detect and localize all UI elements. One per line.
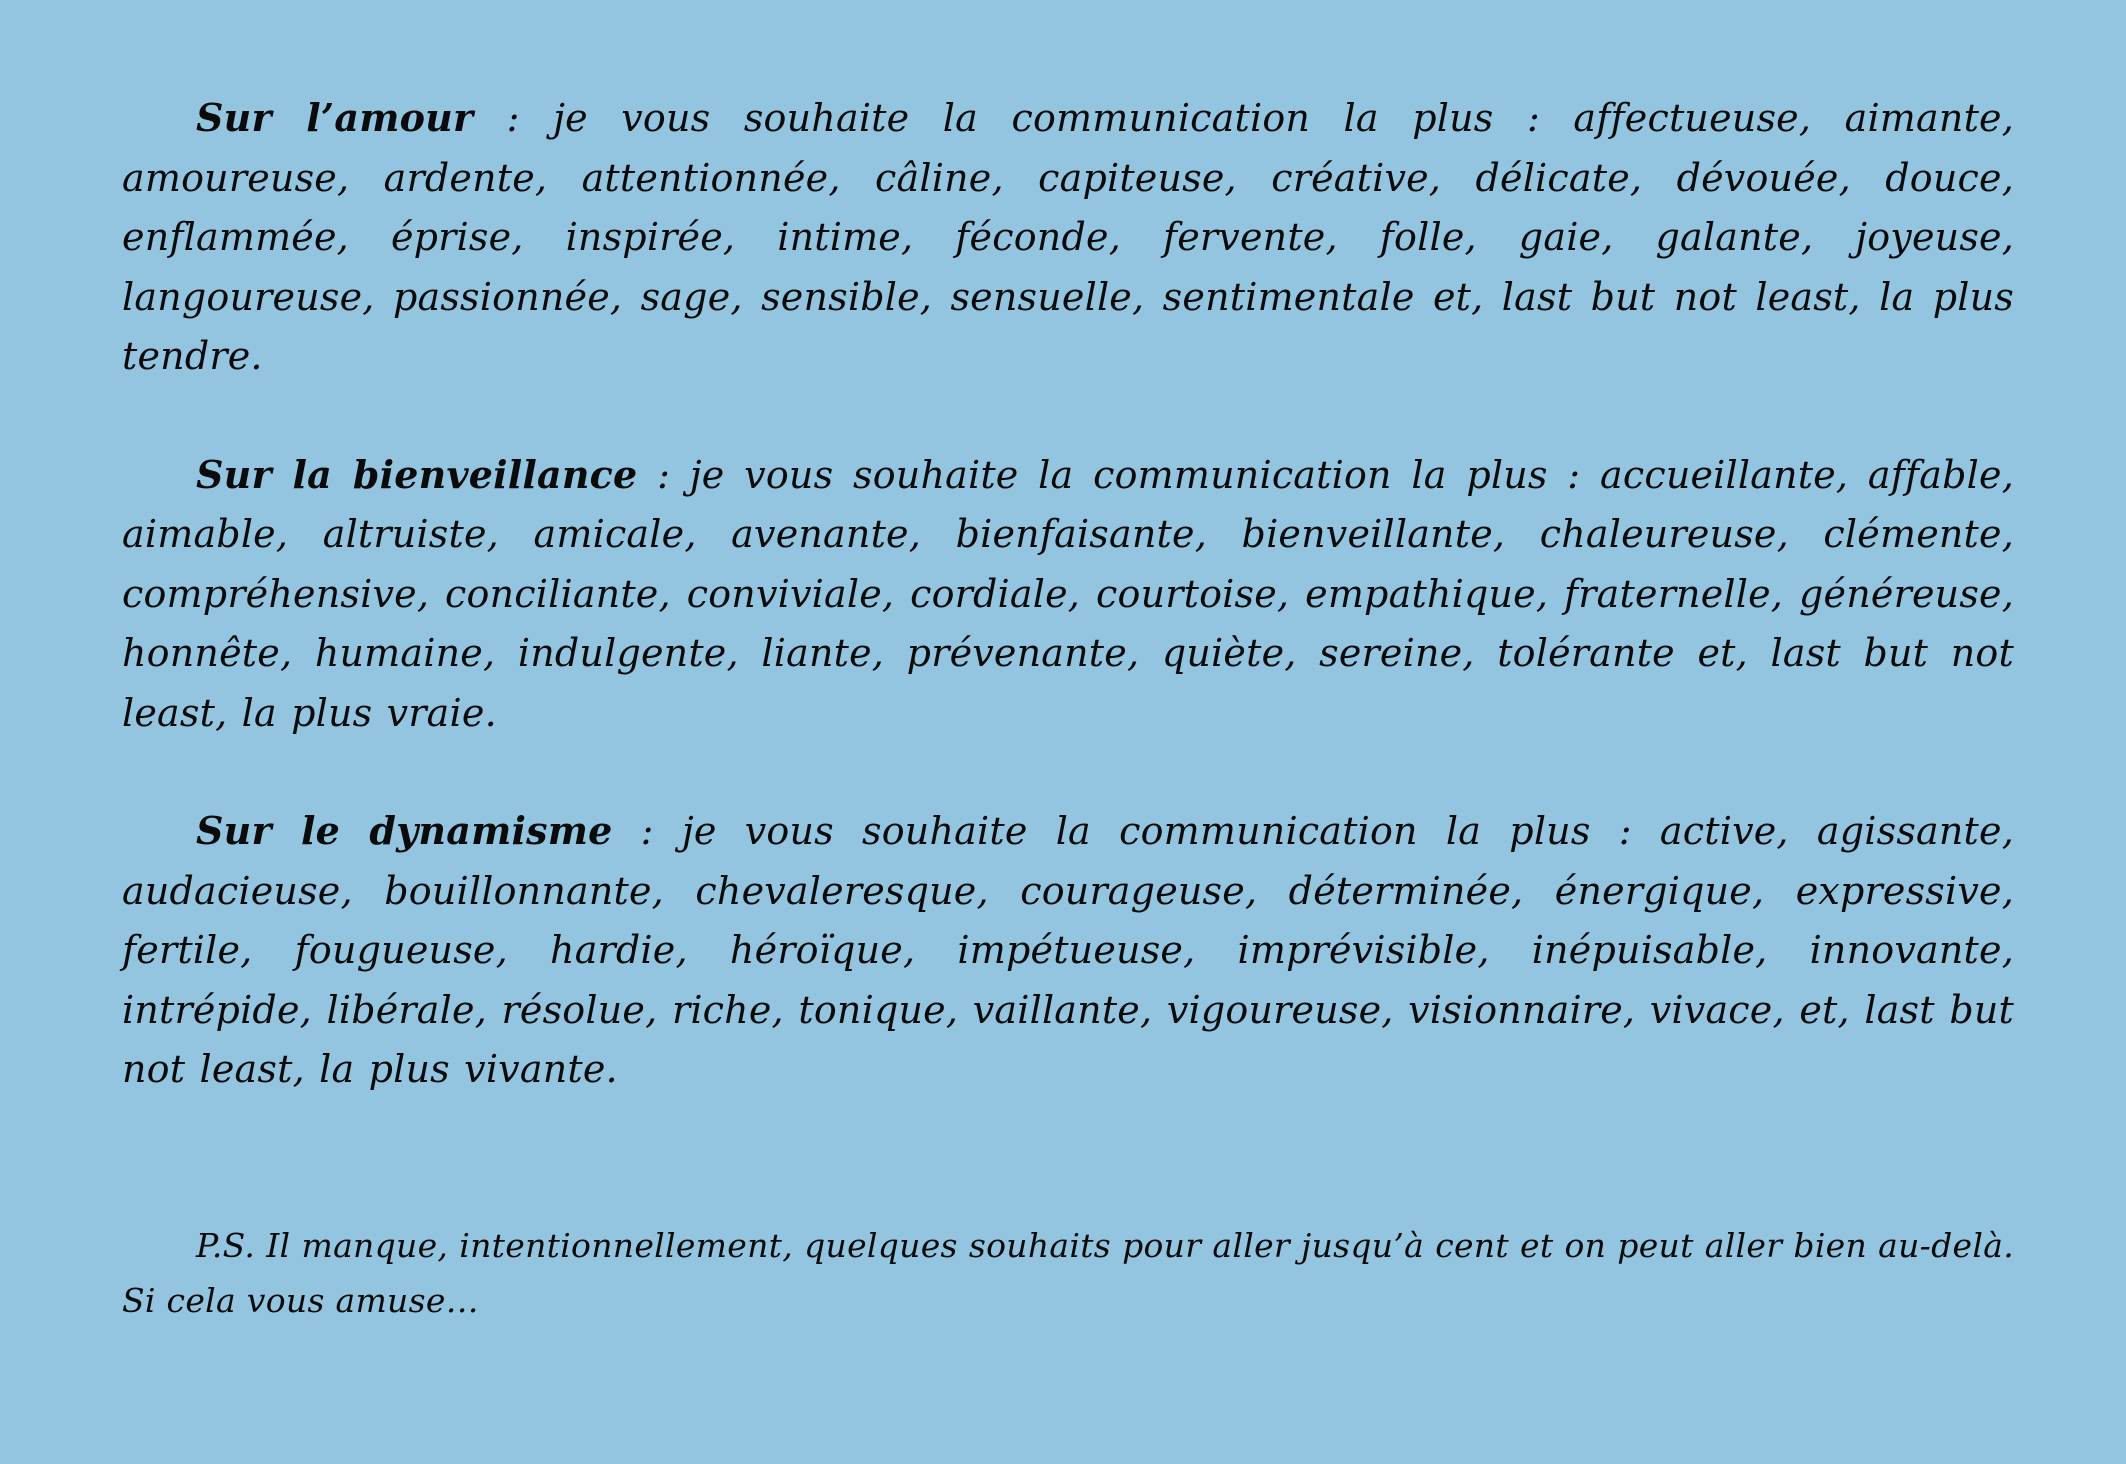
paragraph-amour bbox=[122, 88, 2014, 387]
heading-amour: Sur l’amour bbox=[196, 95, 474, 140]
text-dynamisme: : je vous souhaite la communication la plus : active, agissante, audacieuse, bouillonnante, chevaleresque, courageuse, déterminée, énergique, expressive, fertile, fougueuse, hardie, héroïque, impétueuse, imprévisible, inépuisable, innovante, intrépide, libérale, résolue, riche, tonique, vaillante, vigoureuse, visionnaire, vivace, et, last but not least, la plus vivante. bbox=[122, 809, 2014, 1091]
text-bienveillance: : je vous souhaite la communication la plus : accueillante, affable, aimable, altruiste, amicale, avenante, bienfaisante, bienveillante, chaleureuse, clémente, compréhensive, conciliante, conviviale, cordiale, courtoise, empathique, fraternelle, généreuse, honnête, humaine, indulgente, liante, prévenante, quiète, sereine, tolérante et, last but not least, la plus vraie. bbox=[122, 452, 2014, 735]
postscript: P.S. Il manque, intentionnellement, quelques souhaits pour aller jusqu’à cent et on peut aller bien au-delà. Si cela vous amuse… bbox=[122, 1225, 2014, 1320]
paragraph-dynamisme bbox=[122, 801, 2014, 1100]
heading-bienveillance: Sur la bienveillance bbox=[196, 451, 638, 497]
heading-dynamisme: Sur le dynamisme bbox=[196, 808, 613, 853]
paragraph-bienveillance bbox=[122, 445, 2014, 744]
text-amour: : je vous souhaite la communication la plus : affectueuse, aimante, amoureuse, ardente, attentionnée, câline, capiteuse, créative, délicate, dévouée, douce, enflammée, éprise, inspirée, intime, féconde, fervente, folle, gaie, galante, joyeuse, langoureuse, passionnée, sage, sensible, sensuelle, sentimentale et, last but not least, la plus tendre. bbox=[122, 96, 2015, 378]
